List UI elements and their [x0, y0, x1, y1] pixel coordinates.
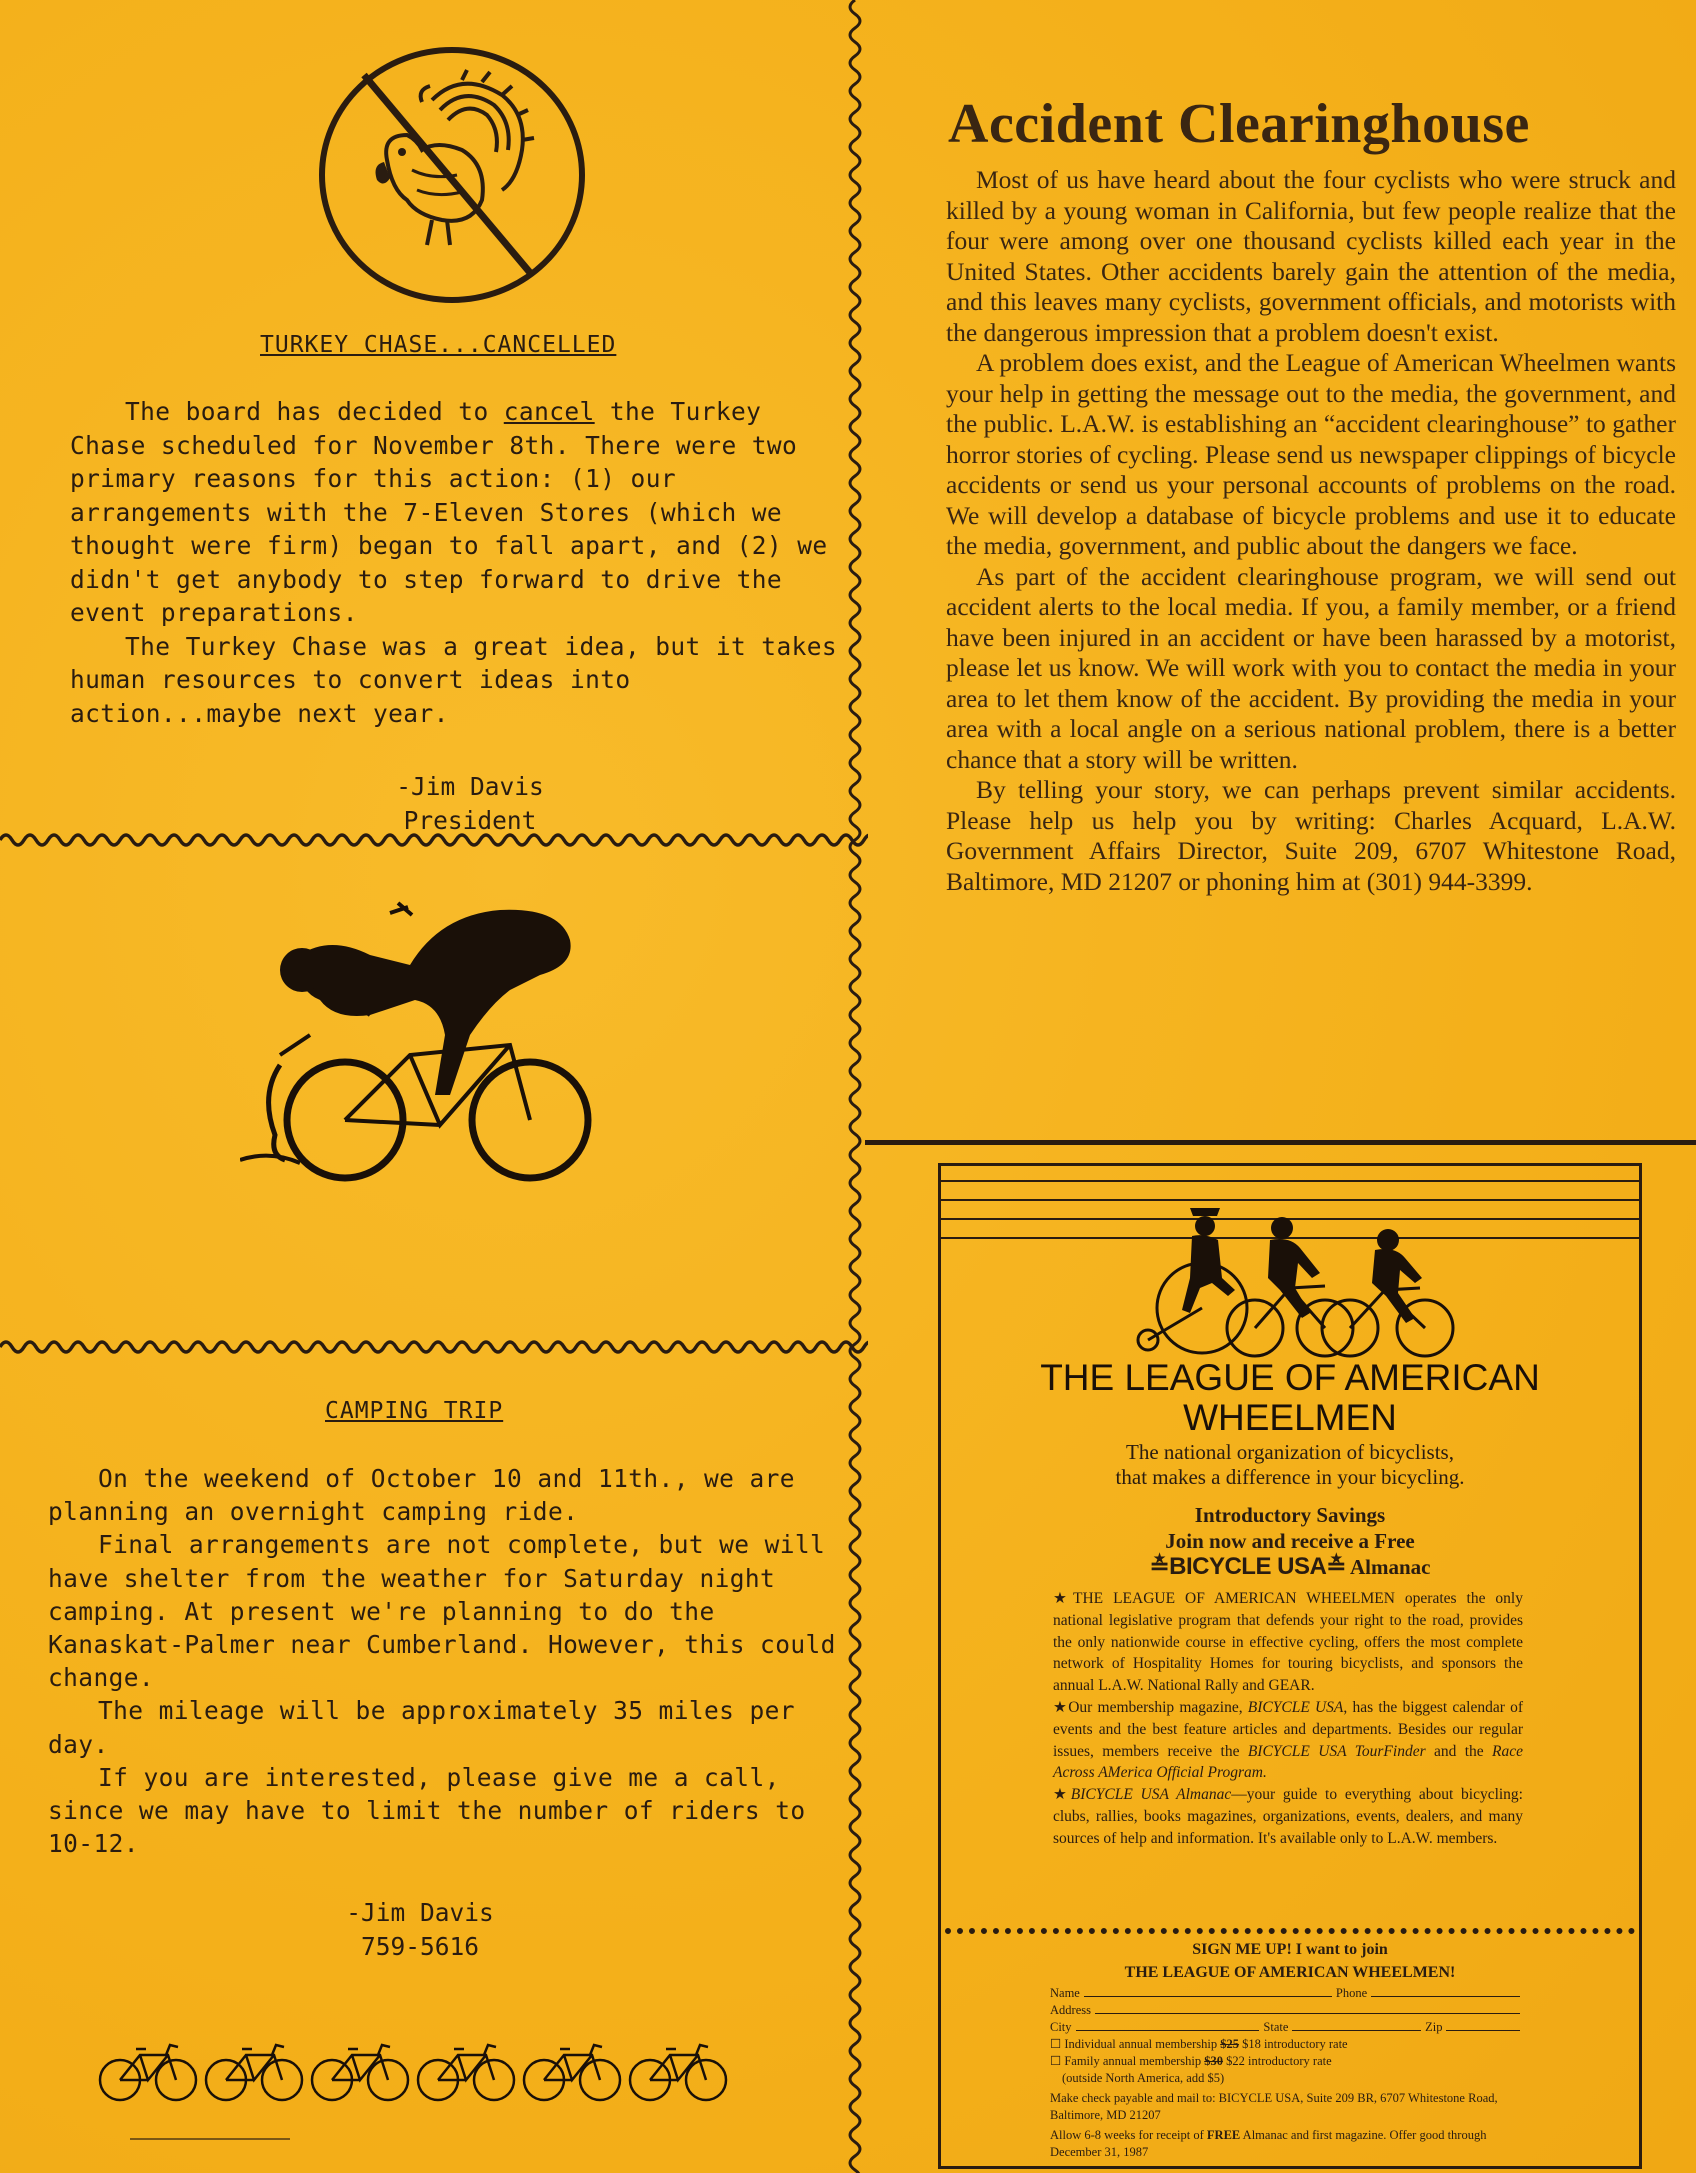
benefit-3: ★BICYCLE USA Almanac—your guide to everything about bicycling: clubs, rallies, books magazines, organizations, events, dealers, and many sources of help and information. It's available only to L.A.W. members.	[1053, 1786, 1523, 1847]
address-field[interactable]	[1095, 2004, 1520, 2014]
signup-heading	[938, 1938, 1642, 1984]
benefit-2-text-mid: , has the biggest calendar of events and the best feature articles and departments. Besides our regular issues, members receive the	[1053, 1698, 1523, 1760]
offer-note-before: Allow 6-8 weeks for receipt of	[1050, 2128, 1207, 2142]
outside-na-note: (outside North America, add $5)	[1062, 2071, 1225, 2085]
individual-membership-option[interactable]	[1050, 2036, 1520, 2053]
tourfinder-name: BICYCLE USA TourFinder	[1247, 1742, 1426, 1760]
almanac-title: BICYCLE USA Almanac	[1070, 1786, 1232, 1804]
small-bicycle-icon	[312, 2045, 408, 2100]
benefit-2-and: and the	[1425, 1742, 1492, 1760]
small-bicycle-icon	[418, 2045, 514, 2100]
benefit-1: ★THE LEAGUE OF AMERICAN WHEELMEN operates the only national legislative program that defends your right to the road, provides the only nationwide course in effective cycling, offers the most complete network of Hospitality Homes for touring bicyclists, and sponsors the annual L.A.W. National Rally and GEAR.	[1053, 1590, 1523, 1695]
family-old-price: $30	[1204, 2054, 1223, 2068]
turkey-signature	[370, 770, 570, 837]
horizontal-rule	[865, 1140, 1696, 1145]
accident-clearinghouse-heading: Accident Clearinghouse	[948, 93, 1530, 155]
accident-clearinghouse-body	[946, 165, 1676, 897]
benefit-2-text: Our membership magazine,	[1068, 1698, 1248, 1716]
cut-line	[945, 1928, 1635, 1934]
zip-field[interactable]	[1446, 2021, 1520, 2031]
signature-name: -Jim Davis	[346, 1898, 494, 1927]
city-label: City	[1050, 2020, 1072, 2034]
intro-line-2: Join now and receive a Free	[1165, 1529, 1415, 1553]
small-bicycle-icon	[524, 2045, 620, 2100]
benefit-2: ★Our membership magazine, BICYCLE USA, has the biggest calendar of events and the best feature articles and departments. Besides our regular issues, members receive the BICYCLE USA TourFinder and the Race Across AMerica Official Program.	[1053, 1698, 1523, 1782]
signature-title: President	[403, 805, 537, 835]
state-label: State	[1263, 2020, 1289, 2034]
signature-name: -Jim Davis	[396, 772, 544, 801]
membership-form	[1050, 1985, 1520, 2161]
individual-label: ☐ Individual annual membership	[1050, 2037, 1218, 2051]
accident-paragraph-2: A problem does exist, and the League of American Wheelmen wants your help in getting the message out to the media, the government, and the public. L.A.W. is establishing an “accident clearinghouse” to gather horror stories of cycling. Please send us newspaper clippings of bicycle accidents or send us your personal accounts of problems on the road. We will develop a database of bicycle problems and use it to educate the media, government, and public about the dangers we face.	[946, 348, 1676, 560]
intro-line-1: Introductory Savings	[1194, 1503, 1386, 1527]
camping-trip-heading: CAMPING TRIP	[325, 1398, 504, 1424]
almanac-label: Almanac	[1350, 1555, 1431, 1579]
state-field[interactable]	[1292, 2021, 1421, 2031]
camping-signature	[320, 1896, 520, 1964]
league-subtitle	[938, 1440, 1642, 1490]
league-title	[938, 1358, 1642, 1438]
payment-instructions: Make check payable and mail to: BICYCLE USA, Suite 209 BR, 6707 Whitestone Road, Baltimore, MD 21207	[1050, 2091, 1498, 2122]
bicycle-usa-logo: ≛BICYCLE USA≛	[1149, 1553, 1346, 1580]
camping-paragraph-2: Final arrangements are not complete, but we will have shelter from the weather for Saturday night camping. At present we're planning to do the Kanaskat-Palmer near Cumberland. However, this could change.	[48, 1530, 836, 1693]
small-bicycle-icon	[206, 2045, 302, 2100]
league-title-line-2: WHEELMEN	[1183, 1397, 1397, 1438]
individual-new-price: $18 introductory rate	[1242, 2037, 1348, 2051]
turkey-p1-cancel: cancel	[503, 397, 595, 426]
signup-line-2: THE LEAGUE OF AMERICAN WHEELMEN!	[1124, 1964, 1456, 1981]
accident-paragraph-4: By telling your story, we can perhaps prevent similar accidents. Please help us help you by writing: Charles Acquard, L.A.W. Government Affairs Director, Suite 209, 6707 Whitestone Road, Baltimore, MD 21207 or phoning him at (301) 944-3399.	[946, 775, 1676, 896]
bicycle-usa-almanac-line	[938, 1554, 1642, 1580]
ad-benefits	[1053, 1588, 1523, 1850]
turkey-chase-heading: TURKEY CHASE...CANCELLED	[260, 332, 617, 358]
three-cyclists-illustration	[1130, 1178, 1460, 1358]
raam-program-name: Race Across AMerica Official Program.	[1053, 1742, 1523, 1782]
turkey-paragraph-1	[70, 395, 840, 630]
benefit-1-text: THE LEAGUE OF AMERICAN WHEELMEN operates the only national legislative program that defends your right to the road, provides the only nationwide course in effective cycling, offers the most complete network of Hospitality Homes for touring bicyclists, and sponsors the annual L.A.W. National Rally and GEAR.	[1053, 1590, 1523, 1695]
turkey-p1-after: the Turkey Chase scheduled for November 8th. There were two primary reasons for this action: (1) our arrangements with the 7-Eleven Stores (which we thought were firm) began to fall apart, and (2) we didn't get anybody to step forward to drive the event preparations.	[70, 397, 828, 627]
city-state-zip-row	[1050, 2019, 1520, 2036]
racing-cyclist-illustration	[240, 895, 640, 1195]
bicycle-row-decoration	[98, 2035, 748, 2105]
magazine-name: BICYCLE USA	[1247, 1698, 1344, 1716]
name-label: Name	[1050, 1986, 1080, 2000]
city-field[interactable]	[1076, 2021, 1260, 2031]
turkey-p1-before: The board has decided to	[125, 397, 504, 426]
signature-phone: 759-5616	[360, 1932, 479, 1961]
league-title-line-1: THE LEAGUE OF AMERICAN	[1040, 1357, 1540, 1398]
subtitle-line-2: that makes a difference in your bicycling.	[1115, 1465, 1465, 1489]
small-bicycle-icon	[630, 2045, 726, 2100]
individual-old-price: $25	[1220, 2037, 1239, 2051]
no-turkey-icon	[312, 40, 592, 310]
benefit-3-text: —your guide to everything about bicycling: clubs, rallies, books magazines, organizations, events, dealers, and many sources of help and information. It's available only to L.A.W. members.	[1053, 1786, 1523, 1847]
address-row	[1050, 2002, 1520, 2019]
camping-paragraph-4: If you are interested, please give me a call, since we may have to limit the number of riders to 10-12.	[48, 1762, 806, 1859]
camping-trip-body	[48, 1462, 848, 1860]
bicycle-usa-brand-text: BICYCLE USA	[1169, 1553, 1327, 1580]
offer-free: FREE	[1206, 2128, 1241, 2142]
subtitle-line-1: The national organization of bicyclists,	[1126, 1440, 1454, 1464]
phone-label: Phone	[1335, 1986, 1368, 2000]
wavy-divider-middle	[0, 1335, 868, 1359]
offer-note-after: Almanac and first magazine. Offer good through December 31, 1987	[1050, 2128, 1487, 2159]
turkey-paragraph-2: The Turkey Chase was a great idea, but it takes human resources to convert ideas into action...maybe next year.	[70, 631, 838, 728]
name-field[interactable]	[1084, 1987, 1332, 1997]
zip-label: Zip	[1425, 2020, 1443, 2034]
camping-paragraph-3: The mileage will be approximately 35 miles per day.	[48, 1696, 795, 1759]
address-label: Address	[1050, 2003, 1091, 2017]
offer-note	[1050, 2127, 1520, 2161]
family-membership-option[interactable]	[1050, 2053, 1520, 2070]
bottom-rule	[130, 2138, 290, 2140]
phone-field[interactable]	[1371, 1987, 1520, 1997]
turkey-chase-body	[70, 395, 840, 730]
introductory-savings	[938, 1502, 1642, 1580]
accident-paragraph-1: Most of us have heard about the four cyclists who were struck and killed by a young woman in California, but few people realize that the four were among over one thousand cyclists killed each year in the United States. Other accidents barely gain the attention of the media, and this leaves many cyclists, government officials, and motorists with the dangerous impression that a problem doesn't exist.	[946, 165, 1676, 347]
camping-paragraph-1: On the weekend of October 10 and 11th., we are planning an overnight camping ride.	[48, 1464, 795, 1527]
family-label: ☐ Family annual membership	[1050, 2054, 1202, 2068]
name-phone-row	[1050, 1985, 1520, 2002]
accident-paragraph-3: As part of the accident clearinghouse program, we will send out accident alerts to the local media. If you, a family member, or a friend have been injured in an accident or have been harassed by a motorist, please let us know. We will work with you to contact the media in your area to let them know of the accident. By providing the media in your area with a local angle on a serious national problem, there is a better chance that a story will be written.	[946, 561, 1676, 774]
family-new-price: $22 introductory rate	[1226, 2054, 1332, 2068]
small-bicycle-icon	[100, 2045, 196, 2100]
signup-line-1: SIGN ME UP! I want to join	[1192, 1941, 1388, 1958]
